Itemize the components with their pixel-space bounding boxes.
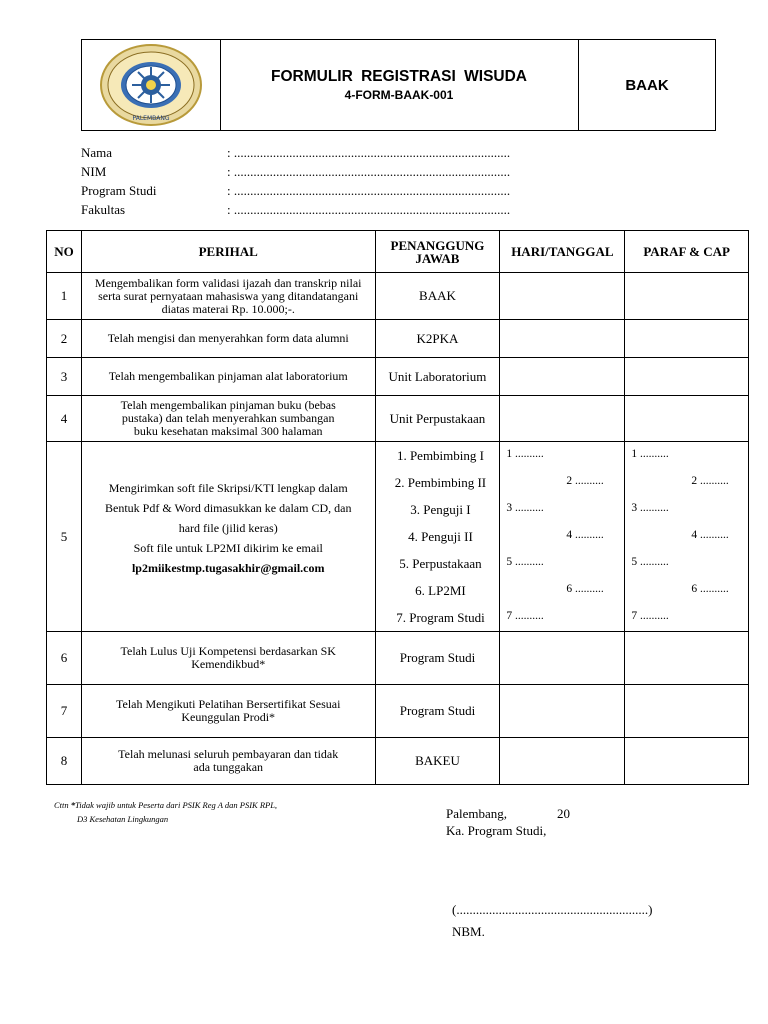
row-sign-cell[interactable] xyxy=(625,738,749,785)
sign-slot[interactable]: 7 .......... xyxy=(631,610,669,622)
sign-slot[interactable]: 4 .......... xyxy=(691,529,729,541)
header-no: NO xyxy=(47,231,82,273)
signature-role: Ka. Program Studi, xyxy=(446,823,547,838)
perihal-line: Mengirimkan soft file Skripsi/KTI lengkap dalam xyxy=(108,481,348,495)
table-row xyxy=(47,273,749,320)
signature-city: Palembang, xyxy=(446,806,508,821)
institution-logo-icon xyxy=(82,40,220,130)
field-program-studi[interactable] xyxy=(81,183,510,199)
field-label: NIM xyxy=(81,164,107,179)
date-slot[interactable]: 4 .......... xyxy=(566,529,604,541)
field-label: Program Studi xyxy=(81,183,157,198)
table-row xyxy=(47,632,749,685)
row-perihal-text: Telah melunasi seluruh pembayaran dan tidak ada tunggakan xyxy=(118,747,339,774)
row-no: 2 xyxy=(47,320,82,358)
signature-nbm: NBM. xyxy=(452,924,485,939)
table-row xyxy=(47,320,749,358)
row-perihal-text: Telah Lulus Uji Kompetensi berdasarkan SK Kemendikbud* xyxy=(120,644,336,671)
row-no: 7 xyxy=(47,685,82,738)
row-perihal xyxy=(81,685,375,738)
row-perihal xyxy=(81,273,375,320)
field-label: Nama xyxy=(81,145,113,160)
table-header-row xyxy=(47,231,749,273)
header-perihal: PERIHAL xyxy=(81,231,375,273)
field-dots: : ..................................................................................... xyxy=(227,164,511,179)
footnote-star: * xyxy=(70,800,76,810)
row-date-cell[interactable] xyxy=(500,396,625,442)
row-pj: BAAK xyxy=(375,273,500,320)
row-perihal xyxy=(81,442,375,632)
header-penanggung-jawab xyxy=(375,231,500,273)
pj-list-item: 1. Pembimbing I xyxy=(396,448,484,463)
header-paraf-cap: PARAF & CAP xyxy=(625,231,749,273)
pj-list-item: 5. Perpustakaan xyxy=(399,556,482,571)
row-no: 8 xyxy=(47,738,82,785)
table-row xyxy=(47,738,749,785)
date-slot[interactable]: 1 .......... xyxy=(506,448,544,460)
form-code: 4-FORM-BAAK-001 xyxy=(344,88,454,102)
table-row xyxy=(47,358,749,396)
perihal-line: Bentuk Pdf & Word dimasukkan ke dalam CD, dan xyxy=(105,501,352,515)
footnote-prefix: Cttn xyxy=(54,800,71,810)
table-row xyxy=(47,685,749,738)
office-label: BAAK xyxy=(625,76,669,94)
row-sign-cell[interactable] xyxy=(625,685,749,738)
field-dots: : ..................................................................................... xyxy=(227,145,511,160)
pj-list xyxy=(375,442,500,632)
date-slots[interactable] xyxy=(500,442,625,632)
sign-slot[interactable]: 3 .......... xyxy=(631,502,669,514)
clearance-table xyxy=(46,230,749,785)
header-pj-text: PENANGGUNG JAWAB xyxy=(390,237,485,266)
submission-email: lp2miikestmp.tugasakhir@gmail.com xyxy=(131,561,325,575)
row-perihal: Telah mengembalikan pinjaman alat laboratorium xyxy=(81,358,375,396)
signature-place xyxy=(446,806,570,822)
date-slot[interactable]: 2 .......... xyxy=(566,475,604,487)
row-sign-cell[interactable] xyxy=(625,273,749,320)
row-date-cell[interactable] xyxy=(500,273,625,320)
row-perihal-text: Telah Mengikuti Pelatihan Bersertifikat Sesuai Keunggulan Prodi* xyxy=(116,697,341,724)
field-nim[interactable] xyxy=(81,164,510,180)
row-perihal: Telah mengisi dan menyerahkan form data alumni xyxy=(81,320,375,358)
field-nama[interactable] xyxy=(81,145,510,161)
sign-slot[interactable]: 6 .......... xyxy=(691,583,729,595)
pj-list-item: 6. LP2MI xyxy=(415,583,466,598)
pj-list-item: 3. Penguji I xyxy=(410,502,471,517)
row-pj: K2PKA xyxy=(375,320,500,358)
table-row xyxy=(47,396,749,442)
field-dots: : ..................................................................................... xyxy=(227,202,511,217)
row-perihal xyxy=(81,738,375,785)
field-label: Fakultas xyxy=(81,202,126,217)
pj-list-item: 7. Program Studi xyxy=(396,610,485,625)
pj-list-item: 4. Penguji II xyxy=(408,529,473,544)
row-date-cell[interactable] xyxy=(500,738,625,785)
sign-slot[interactable]: 2 .......... xyxy=(691,475,729,487)
row-pj: BAKEU xyxy=(375,738,500,785)
date-slot[interactable]: 5 .......... xyxy=(506,556,544,568)
footnote-line1: Tidak wajib untuk Peserta dari PSIK Reg A dan PSIK RPL, xyxy=(75,800,278,810)
date-slot[interactable]: 7 .......... xyxy=(506,610,544,622)
form-title: FORMULIR REGISTRASI WISUDA xyxy=(271,68,527,85)
sign-slot[interactable]: 5 .......... xyxy=(631,556,669,568)
row-no: 4 xyxy=(47,396,82,442)
perihal-line: hard file (jilid keras) xyxy=(178,521,278,535)
form-header xyxy=(81,39,716,131)
pj-list-item: 2. Pembimbing II xyxy=(394,475,487,490)
footnote-line2: D3 Kesehatan Lingkungan xyxy=(77,814,169,824)
row-sign-cell[interactable] xyxy=(625,358,749,396)
row-date-cell[interactable] xyxy=(500,320,625,358)
logo-cell xyxy=(82,40,221,130)
row-perihal-text: Mengembalikan form validasi ijazah dan transkrip nilai serta surat pernyataan mahasiswa yang ditandatangani diatas materai Rp. 10.000;-. xyxy=(94,275,362,316)
row-perihal xyxy=(81,632,375,685)
row-no: 5 xyxy=(47,442,82,632)
row-no: 3 xyxy=(47,358,82,396)
field-dots: : ..................................................................................... xyxy=(227,183,511,198)
row-date-cell[interactable] xyxy=(500,358,625,396)
signature-name-line[interactable]: (...........................................................) xyxy=(452,902,653,917)
date-slot[interactable]: 6 .......... xyxy=(566,583,604,595)
field-fakultas[interactable] xyxy=(81,202,510,218)
row-perihal-text: Telah mengembalikan pinjaman buku (bebas pustaka) dan telah menyerahkan sumbangan buku kesehatan maksimal 300 halaman xyxy=(120,398,336,438)
footnote xyxy=(54,798,277,826)
row-pj: Unit Perpustakaan xyxy=(375,396,500,442)
row-pj: Program Studi xyxy=(375,685,500,738)
date-slot[interactable]: 3 .......... xyxy=(506,502,544,514)
sign-slot[interactable]: 1 .......... xyxy=(631,448,669,460)
row-no: 1 xyxy=(47,273,82,320)
row-sign-cell[interactable] xyxy=(625,632,749,685)
sign-slots[interactable] xyxy=(625,442,749,632)
row-sign-cell[interactable] xyxy=(625,320,749,358)
signature-year: 20 xyxy=(557,806,570,821)
header-hari-tanggal: HARI/TANGGAL xyxy=(500,231,625,273)
row-sign-cell[interactable] xyxy=(625,396,749,442)
row-pj: Program Studi xyxy=(375,632,500,685)
row-pj: Unit Laboratorium xyxy=(375,358,500,396)
title-cell xyxy=(220,40,579,130)
table-row-multi-signer xyxy=(47,442,749,632)
row-date-cell[interactable] xyxy=(500,685,625,738)
logo-city-text: PALEMBANG xyxy=(132,115,170,122)
perihal-line: Soft file untuk LP2MI dikirim ke email xyxy=(133,541,323,555)
row-date-cell[interactable] xyxy=(500,632,625,685)
row-perihal xyxy=(81,396,375,442)
row-no: 6 xyxy=(47,632,82,685)
